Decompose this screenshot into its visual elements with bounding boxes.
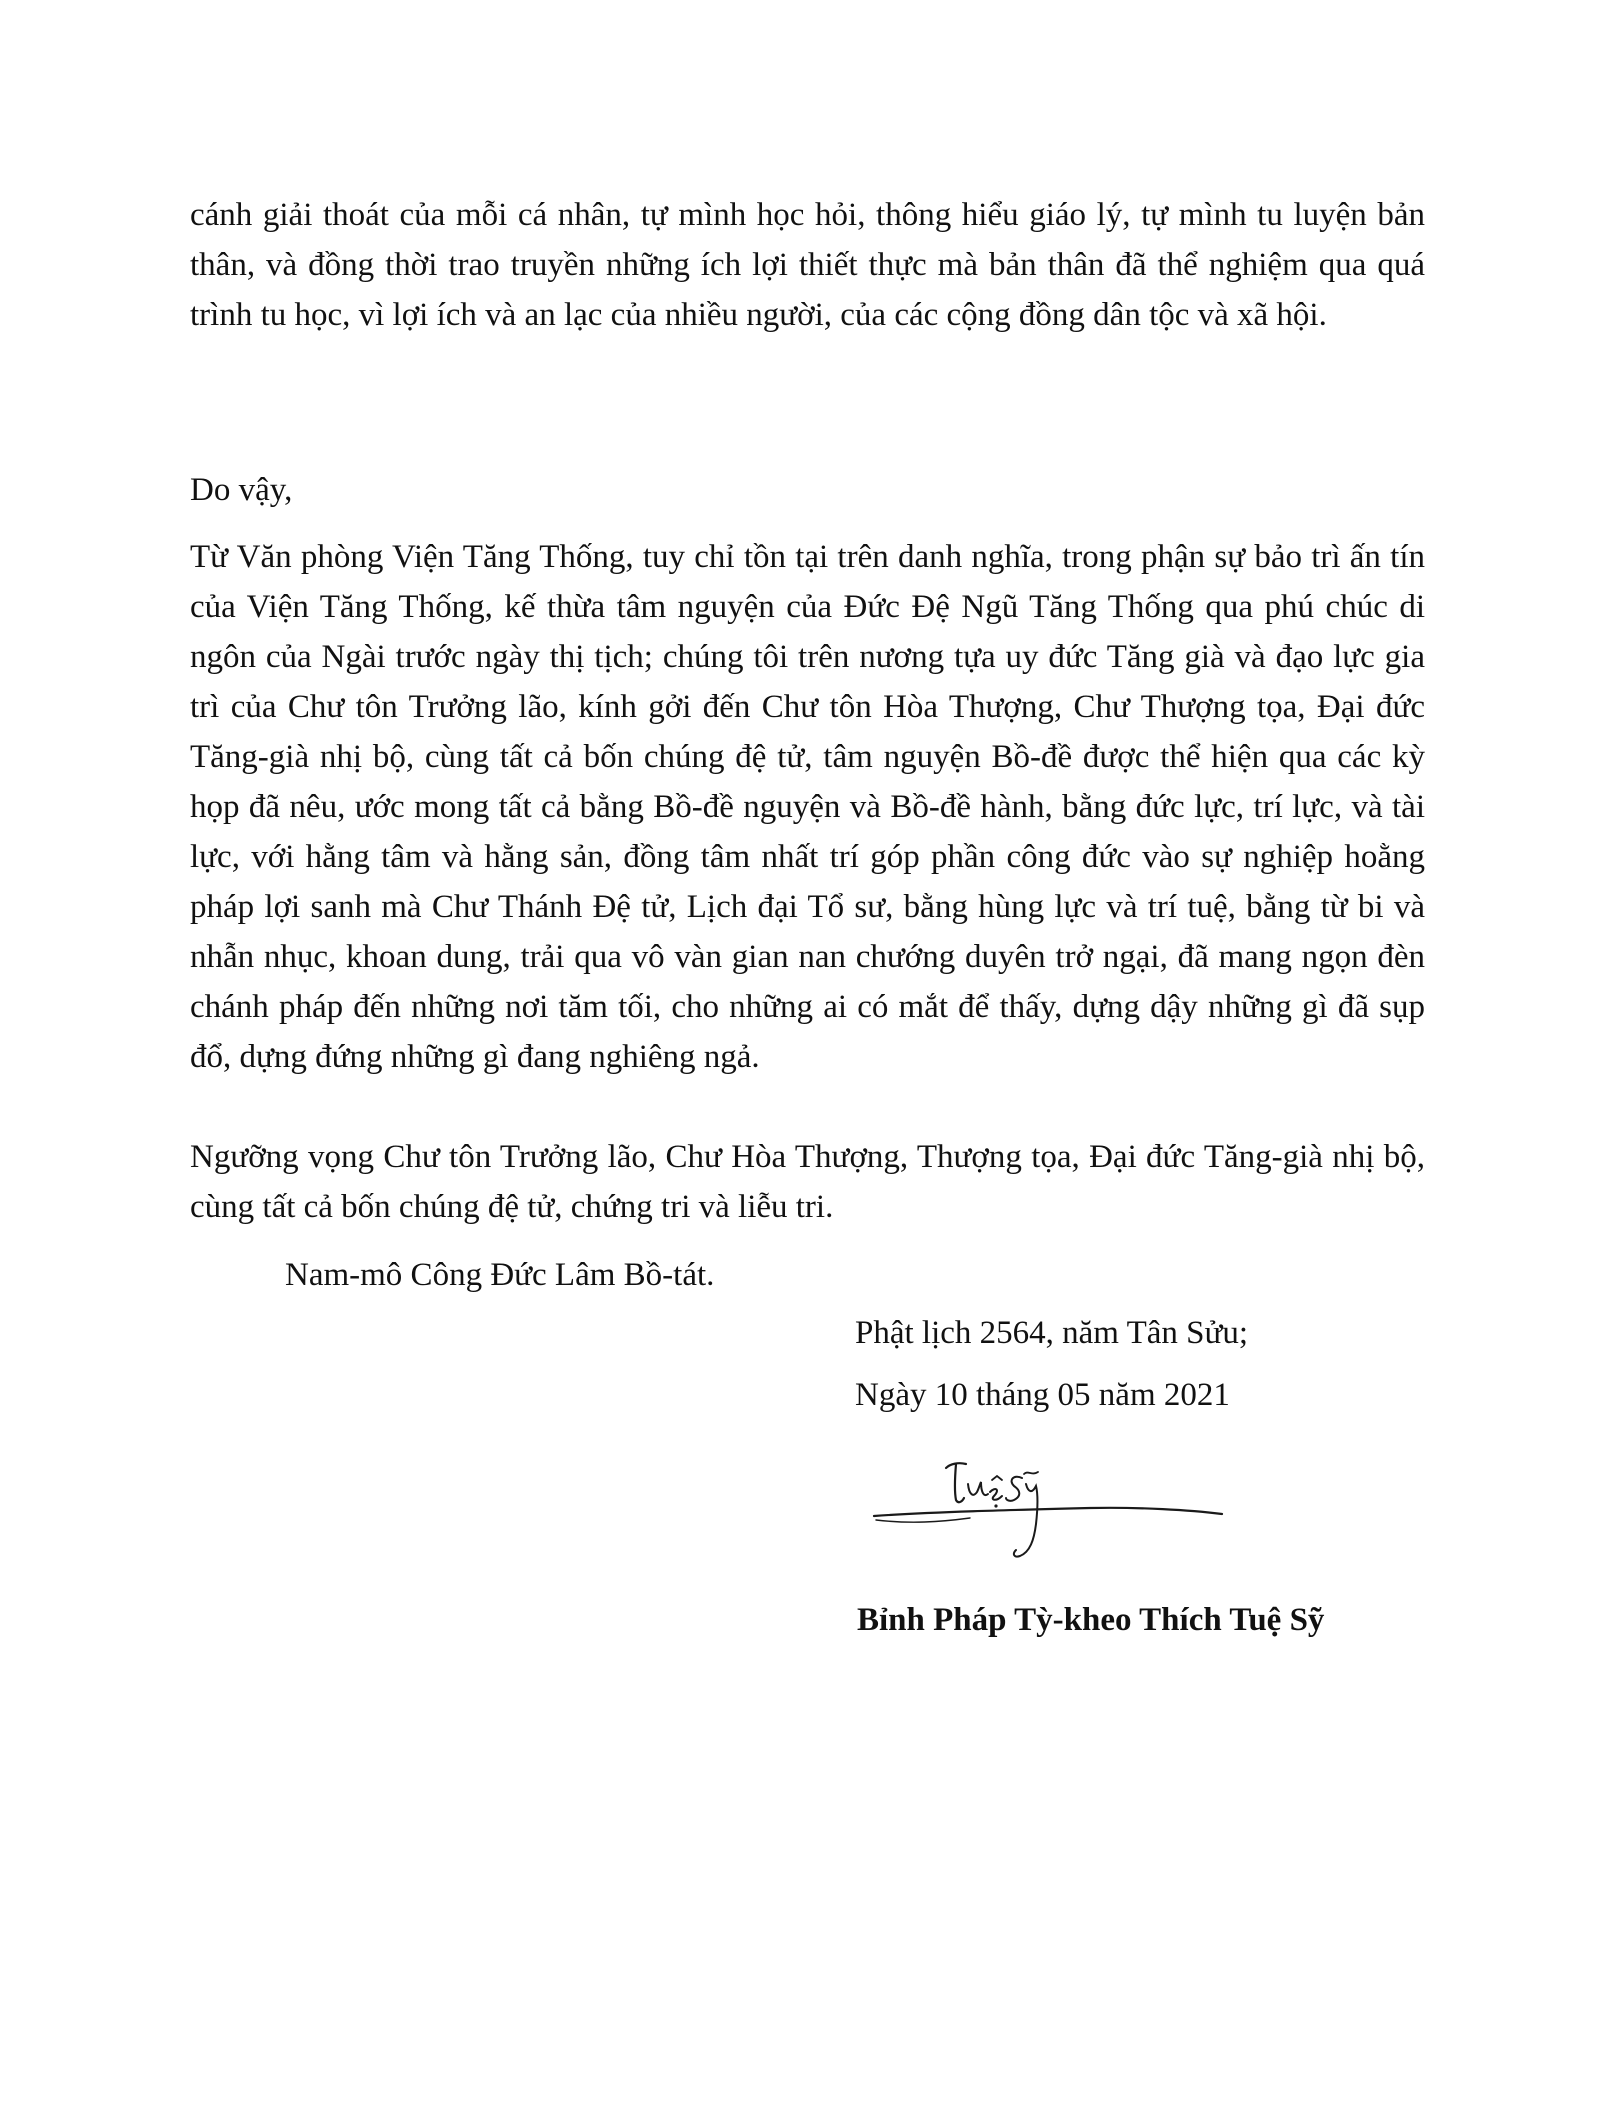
handwritten-signature <box>870 1440 1230 1570</box>
signer-name: Bỉnh Pháp Tỳ-kheo Thích Tuệ Sỹ <box>857 1602 1325 1638</box>
closing-invocation: Nam-mô Công Đức Lâm Bồ-tát. <box>285 1257 715 1293</box>
paragraph-intro: cánh giải thoát của mỗi cá nhân, tự mình học hỏi, thông hiểu giáo lý, tự mình tu luyện bản thân, và đồng thời trao truyền những ích lợi thiết thực mà bản thân đã thể nghiệm qua quá trình tu học, vì lợi ích và an lạc của nhiều người, của các cộng đồng dân tộc và xã hội. <box>190 197 1425 333</box>
paragraph-prayer: Ngưỡng vọng Chư tôn Trưởng lão, Chư Hòa Thượng, Thượng tọa, Đại đức Tăng-già nhị bộ, cùng tất cả bốn chúng đệ tử, chứng tri và liễu tri. <box>190 1139 1425 1225</box>
date-gregorian: Ngày 10 tháng 05 năm 2021 <box>855 1377 1230 1413</box>
date-buddhist-calendar: Phật lịch 2564, năm Tân Sửu; <box>855 1315 1249 1351</box>
paragraph-main: Từ Văn phòng Viện Tăng Thống, tuy chỉ tồn tại trên danh nghĩa, trong phận sự bảo trì ấn tín của Viện Tăng Thống, kế thừa tâm nguyện của Đức Đệ Ngũ Tăng Thống qua phú chúc di ngôn của Ngài trước ngày thị tịch; chúng tôi trên nương tựa uy đức Tăng già và đạo lực gia trì của Chư tôn Trưởng lão, kính gởi đến Chư tôn Hòa Thượng, Chư Thượng tọa, Đại đức Tăng-già nhị bộ, cùng tất cả bốn chúng đệ tử, tâm nguyện Bồ-đề được thể hiện qua các kỳ họp đã nêu, ước mong tất cả bằng Bồ-đề nguyện và Bồ-đề hành, bằng đức lực, trí lực, và tài lực, với hằng tâm và hằng sản, đồng tâm nhất trí góp phần công đức vào sự nghiệp hoằng pháp lợi sanh mà Chư Thánh Đệ tử, Lịch đại Tổ sư, bằng hùng lực và trí tuệ, bằng từ bi và nhẫn nhục, khoan dung, trải qua vô vàn gian nan chướng duyên trở ngại, đã mang ngọn đèn chánh pháp đến những nơi tăm tối, cho những ai có mắt để thấy, dựng dậy những gì đã sụp đổ, dựng đứng những gì đang nghiêng ngả. <box>190 539 1425 1075</box>
transition-line: Do vậy, <box>190 472 293 508</box>
